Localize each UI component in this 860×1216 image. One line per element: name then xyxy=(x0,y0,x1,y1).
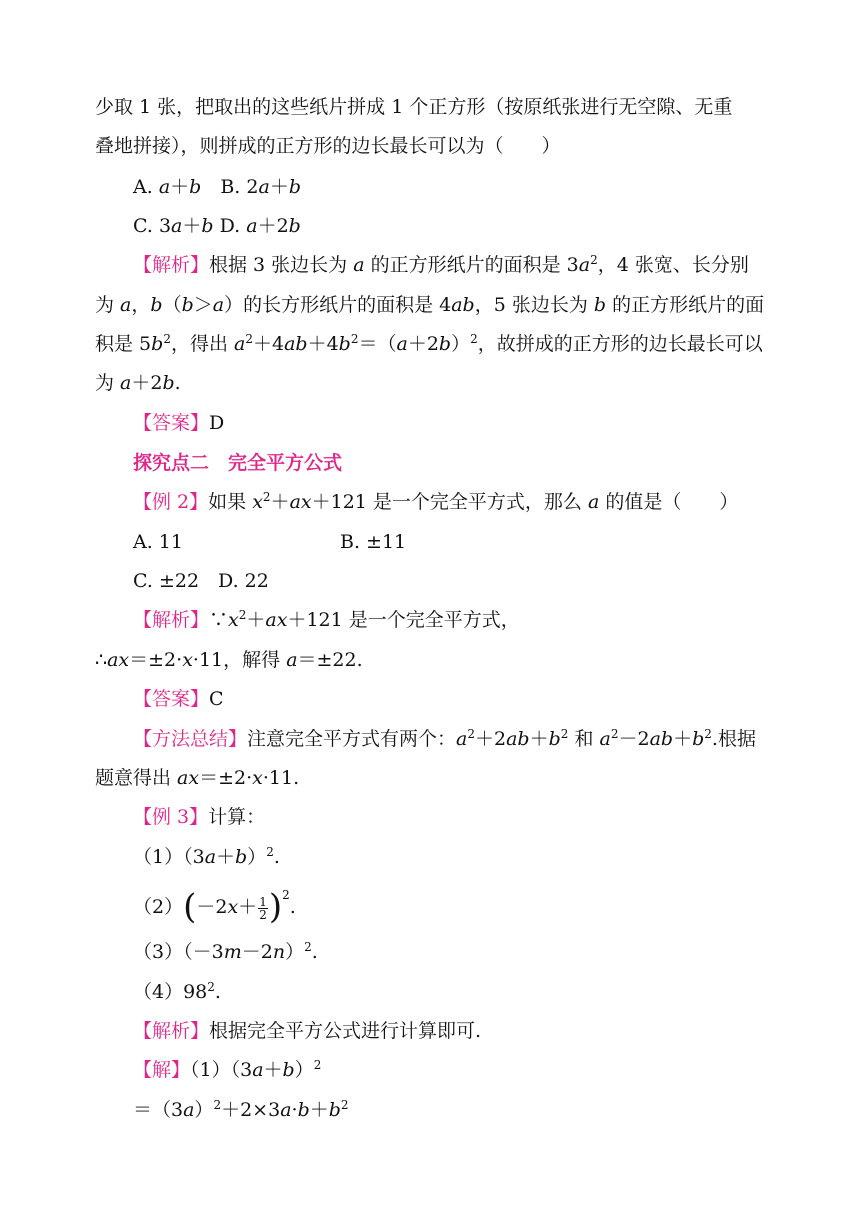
example-tag: 【例 2】 xyxy=(133,491,209,513)
answer-tag: 【答案】 xyxy=(133,688,210,710)
example-2-question: 【例 2】如果 $x^2+ax+121$ 是一个完全平方式，那么 a 的值是（ ） xyxy=(133,490,739,513)
problem-item-3: $(3)(-3m-2n)^2$. xyxy=(133,940,318,963)
option-b: B. ±11 xyxy=(340,531,407,553)
analysis-tag: 【解析】 xyxy=(133,254,210,276)
answer-tag: 【答案】 xyxy=(133,412,210,434)
problem-item-1: $(1)(3a+b)^2$. xyxy=(133,845,280,868)
question-text-line: 叠地拼接），则拼成的正方形的边长最长可以为（ ） xyxy=(95,135,561,157)
analysis-paragraph: 为 a，b（b＞a）的长方形纸片的面积是 4ab，5 张边长为 b 的正方形纸片的面 xyxy=(95,294,765,316)
solution-line: 【解】$(1)(3a+b)^2$ xyxy=(133,1058,322,1081)
option-a: A. 11 xyxy=(133,531,183,553)
option-c-d: C. ±22 D. 22 xyxy=(133,570,269,592)
solution-line: $=(3a)^2+2\times 3a\cdot b+b^2$ xyxy=(133,1098,349,1121)
method-summary: 【方法总结】注意完全平方式有两个：$a^2+2ab+b^2$ 和 $a^2-2ab+b^2$.根据 xyxy=(133,727,756,750)
analysis-paragraph: 【解析】$\because x^2+ax+121$ 是一个完全平方式， xyxy=(133,608,520,631)
method-summary-tag: 【方法总结】 xyxy=(133,728,248,750)
fraction-one-half: $\frac{1}{2}$ xyxy=(259,894,267,922)
analysis-tag: 【解析】 xyxy=(133,609,210,631)
example-tag: 【例 3】 xyxy=(133,806,209,828)
analysis-paragraph: ∴ax＝±2·x·11，解得 a＝±22. xyxy=(95,649,363,671)
answer-value: C xyxy=(209,688,224,710)
example-3-title: 【例 3】计算： xyxy=(133,806,266,828)
analysis-paragraph: 【解析】根据 3 张边长为 a 的正方形纸片的面积是 $3a^2$，4 张宽、长分别 xyxy=(133,253,749,276)
method-summary: 题意得出 ax＝±2·x·11. xyxy=(95,767,300,789)
analysis-paragraph: 为 a＋2b. xyxy=(95,372,181,394)
section-heading: 探究点二 完全平方公式 xyxy=(133,452,343,474)
answer-line xyxy=(133,687,224,711)
problem-item-2: （2）(－2x＋ $\frac{1}{2}$ )$^2$. xyxy=(133,887,296,927)
answer-line xyxy=(133,411,224,435)
option-c-d: C. 3a＋b D. a＋2b xyxy=(133,215,301,237)
solution-tag: 【解】 xyxy=(133,1059,191,1081)
analysis-paragraph: 积是 $5b^2$，得出 $a^2+4ab+4b^2=(a+2b)^2$，故拼成的正方形的边长最长可以 xyxy=(95,332,763,355)
answer-value: D xyxy=(209,412,225,434)
analysis-tag: 【解析】 xyxy=(133,1020,210,1042)
question-text-line: 少取 1 张，把取出的这些纸片拼成 1 个正方形（按原纸张进行无空隙、无重 xyxy=(95,96,733,118)
option-a-b: A. a＋b B. 2a＋b xyxy=(133,176,301,198)
analysis-paragraph: 【解析】根据完全平方公式进行计算即可. xyxy=(133,1020,482,1042)
problem-item-4: $(4)98^2$. xyxy=(133,980,221,1003)
